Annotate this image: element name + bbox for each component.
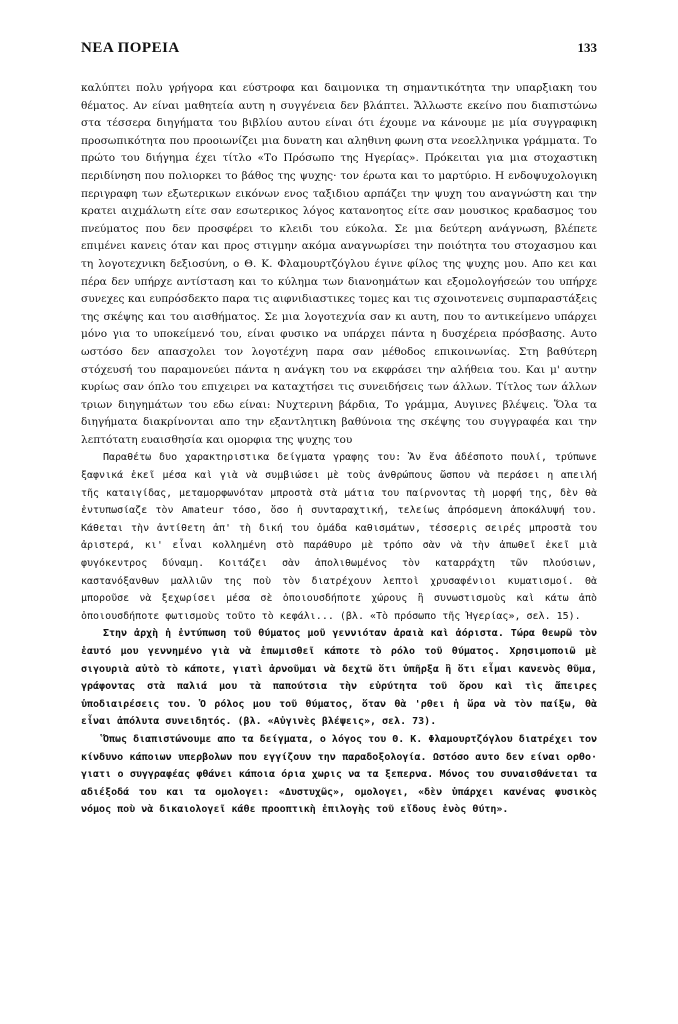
journal-title: ΝΕΑ ΠΟΡΕΙΑ bbox=[81, 40, 180, 56]
paragraph-1: καλύπτει πολυ γρήγορα και εύστροφα και δαιμονικα τη σημαντικότητα την υπαρξιακη του θέματος. Αν είναι μαθητεία αυτη η συγγένεια δεν βλάπτει. Ἄλλωστε εκείνο που διαπιστώνω στα τέσσερα διηγήματα του βιβλίου αυτου είναι ότι έχουμε να κάνουμε με μία συγγραφικη προσωπικότητα που προοιωνίζει μια δυνατη και αληθινη φωνη στα νεοελληνικα γράμματα. Το πρώτο του διήγημα έχει τίτλο «Το Πρόσωπο της Ηγερίας». Πρόκειται για μια στοχαστικη περιδίνηση που πολιορκει το βάθος της ψυχης· τον έρωτα και το μαρτύριο. Η ενδοψυχολογικη περιγραφη των εξωτερικων εικόνων ενος ταξιδιου αρπάζει την ψυχη του αναγνώστη και την κρατει αιχμάλωτη είτε σαν εσωτερικος λόγος κατανοητος είτε σαν μουσικος κραδασμος του πνεύματος που δεν προσφέρει το κλειδι του εύκολα. Σε μια δεύτερη ανάγνωση, βλέπετε επιμένει κανεις όταν και προς στιγμην ακόμα αναγνωρίσει την ποιότητα του στοχασμου και τη λογοτεχνικη δεξιοσύνη, ο Θ. Κ. Φλαμουρτζόγλου έγινε φίλος της ψυχης μου. Απο κει και πέρα δεν υπήρχε αντίσταση και το κύλημα των διανοημάτων και εξομολογήσεών του υπήρχε συνεχες και ευπρόσδεκτο παρα τις αιφνιδιαστικες τομες και τις σχοινοτενεις συμπαραστάξεις της σκέψης και του αισθήματος. Σε μια λογοτεχνία σαν κι αυτη, που το αντικείμενο υπάρχει μόνο για το υποκείμενό του, είναι φυσικο να υπάρχει πάντα η δυσχέρεια πρόσβασης. Αυτο ωστόσο δεν απασχολει τον λογοτέχνη παρα σαν μέθοδος επικοινωνίας. Στη βαθύτερη στόχευσή του παραμονεύει πάντα η ανάγκη του να εκφράσει την αλήθεια του. Και μ' αυτην κυρίως σαν όπλο του επιχειρει να καταχτήσει τις συνειδήσεις των άλλων. Τίτλος των άλλων τριων διηγημάτων του εδω είναι: Νυχτερινη βάρδια, Το γράμμα, Αυγινες βλέψεις. Ὅλα τα διηγήματα διακρίνονται απο την εξαντλητικη βαθύνοια της σκέψης του συγγραφέα και την λεπτότατη ευαισθησία και ομορφια της ψυχης του bbox=[81, 82, 597, 446]
running-header bbox=[81, 40, 597, 68]
paragraph-4: Ὅπως διαπιστώνουμε απο τα δείγματα, ο λόγος του Θ. Κ. Φλαμουρτζόγλου διατρέχει τον κίνδυνο κάποιων υπερβολων που εγγίζουν την παραδοξολογία. Ωστόσο αυτο δεν είναι ορθο· γιατι ο συγγραφέας φθάνει κάποια όρια χωρις να τα ξεπερνα. Μόνος του συναισθάνεται τα αδιέξοδά του και τα ομολογει: «Δυστυχῶς», ομολογει, «δὲν ὑπάρχει κανένας φυσικὸς νόμος ποὺ νὰ δικαιολογεῖ κάθε προοπτικὴ ἐπιλογὴς τοῦ εἴδους ἑνὸς θύτη». bbox=[81, 733, 597, 816]
page-number: 133 bbox=[577, 40, 597, 55]
article-body bbox=[81, 80, 597, 819]
paragraph-3-quote: Στην ἀρχὴ ἡ ἐντύπωση τοῦ θύματος μοῦ γεννιόταν ἀραιὰ καὶ ἀόριστα. Τώρα θεωρῶ τὸν ἑαυτό μου γεννημένο γιὰ νὰ ἐπωμισθεῖ κάποτε τὸ ρόλο τοῦ θύματος. Χρησιμοποιῶ μὲ σιγουριὰ αὐτὸ τὸ κάποτε, γιατὶ ἀρνοῦμαι νὰ δεχτῶ ὅτι ὑπῆρξα ἢ ὅτι εἶμαι κανενὸς θῦμα, γράφοντας στὰ παλιά μου τὰ παπούτσια τὴν εὐρύτητα τοῦ ὅρου καὶ τὶς ἄπειρες ὑποδιαιρέσεις του. Ὁ ρόλος μου τοῦ θύματος, ὅταν θὰ 'ρθει ἡ ὥρα νὰ τὸν παίξω, θὰ εἶναι ἀπόλυτα συνειδητός. (βλ. «Αὐγινὲς βλέψεις», σελ. 73). bbox=[81, 628, 597, 728]
paragraph-2-quote: Παραθέτω δυο χαρακτηριστικα δείγματα γραφης του: Ἄν ἕνα ἀδέσποτο πουλί, τρύπωνε ξαφνικά ἐκεῖ μέσα καὶ γιὰ νὰ συμβιώσει μὲ τοὺς ἀνθρώπους ὥσπου νὰ περάσει η απειλή τῆς καταιγίδας, μεταμορφωνόταν μπροστὰ στὰ μάτια του παίρνοντας τὴ μορφή της, δὲν θὰ ἐντυπωσίαζε τὸν Amateur τόσο, ὅσο ἡ συνταραχτική, τελείως ἀπρόσμενη ἀποκάλυψή του. Κάθεται τὴν ἀντίθετη ἀπ' τὴ δική του ὁμάδα καθισμάτων, τέσσερις σειρές μπροστὰ του ἀριστερά, κι' εἶναι κολλημένη στὸ παράθυρο μὲ τρόπο σὰν νὰ τὴν ἀπωθεῖ ἐκεῖ μιὰ φυγόκεντρος δύναμη. Κοιτάζει σὰν ἀπολιθωμένος τὸν καταρράχτη τῶν πλούσιων, καστανόξανθων μαλλιῶν της ποὺ τὸν διατρέχουν λεπτοὶ χρυσαφένιοι κυματισμοί. Θὰ μποροῦσε νὰ ξεχωρίσει μέσα σὲ ὁποιουσδήποτε χώρους ἢ συνωστισμοὺς καὶ κάτω ἀπὸ ὁποιουσδήποτε φωτισμοὺς τοῦτο τὸ κεφάλι... (βλ. «Τὸ πρόσωπο τῆς Ἡγερίας», σελ. 15). bbox=[81, 452, 597, 622]
